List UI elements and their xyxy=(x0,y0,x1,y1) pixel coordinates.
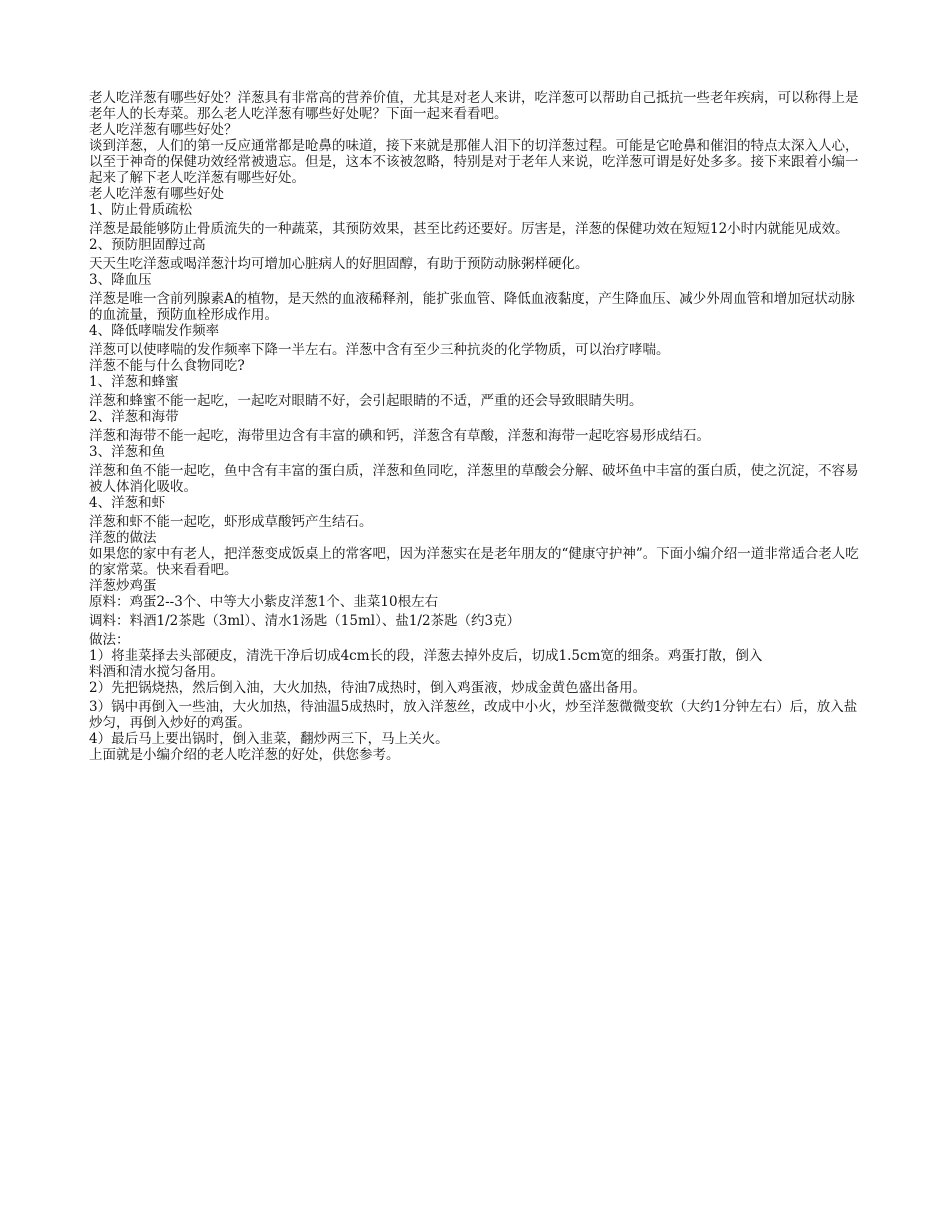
section-heading: 洋葱不能与什么食物同吃? xyxy=(89,358,245,374)
body-paragraph: 洋葱和蜂蜜不能一起吃，一起吃对眼睛不好，会引起眼睛的不适，严重的还会导致眼睛失明。 xyxy=(89,393,643,409)
body-paragraph: 如果您的家中有老人，把洋葱变成饭桌上的常客吧，因为洋葱实在是老年朋友的“健康守护神”。下面小编介绍一道非常适合老人吃的家常菜。快来看看吧。 xyxy=(89,546,859,578)
closing-paragraph: 上面就是小编介绍的老人吃洋葱的好处，供您参考。 xyxy=(89,747,400,763)
list-heading: 4、洋葱和虾 xyxy=(89,495,166,511)
list-heading: 3、洋葱和鱼 xyxy=(89,444,166,460)
recipe-step-continued: 料酒和清水搅匀备用。 xyxy=(89,664,224,680)
body-paragraph: 洋葱和虾不能一起吃，虾形成草酸钙产生结石。 xyxy=(89,514,373,530)
recipe-step: 2）先把锅烧热，然后倒入油，大火加热，待油7成热时，倒入鸡蛋液，炒成金黄色盛出备用。 xyxy=(89,680,647,696)
list-heading: 2、预防胆固醇过高 xyxy=(89,237,206,253)
body-paragraph: 谈到洋葱，人们的第一反应通常都是呛鼻的味道，接下来就是那催人泪下的切洋葱过程。可能是它呛鼻和催泪的特点太深入人心，以至于神奇的保健功效经常被遗忘。但是，这本不该被忽略，特别是对于老年人来说，吃洋葱可谓是好处多多。接下来跟着小编一起来了解下老人吃洋葱有哪些好处。 xyxy=(89,138,859,186)
list-heading: 1、防止骨质疏松 xyxy=(89,202,193,218)
body-paragraph: 天天生吃洋葱或喝洋葱汁均可增加心脏病人的好胆固醇，有助于预防动脉粥样硬化。 xyxy=(89,256,589,272)
recipe-seasonings: 调料：料酒1/2茶匙（3ml）、清水1汤匙（15ml）、盐1/2茶匙（约3克） xyxy=(89,613,521,629)
list-heading: 4、降低哮喘发作频率 xyxy=(89,323,220,339)
recipe-title: 洋葱炒鸡蛋 xyxy=(89,578,157,594)
body-paragraph: 洋葱和鱼不能一起吃，鱼中含有丰富的蛋白质，洋葱和鱼同吃，洋葱里的草酸会分解、破坏鱼中丰富的蛋白质，使之沉淀，不容易被人体消化吸收。 xyxy=(89,463,859,495)
section-heading: 老人吃洋葱有哪些好处？ xyxy=(89,122,238,138)
body-paragraph: 洋葱是最能够防止骨质流失的一种蔬菜，其预防效果，甚至比药还要好。厉害是，洋葱的保健功效在短短12小时内就能见成效。 xyxy=(89,221,849,237)
recipe-step: 4）最后马上要出锅时，倒入韭菜，翻炒两三下，马上关火。 xyxy=(89,731,449,747)
recipe-step: 1）将韭菜择去头部硬皮，清洗干净后切成4cm长的段，洋葱去掉外皮后，切成1.5cm宽的细条。鸡蛋打散，倒入 xyxy=(89,648,763,664)
section-heading: 洋葱的做法 xyxy=(89,530,157,546)
section-heading: 老人吃洋葱有哪些好处 xyxy=(89,186,224,202)
recipe-step: 3）锅中再倒入一些油，大火加热，待油温5成热时，放入洋葱丝，改成中小火，炒至洋葱微微变软（大约1分钟左右）后，放入盐炒匀，再倒入炒好的鸡蛋。 xyxy=(89,699,858,731)
list-heading: 2、洋葱和海带 xyxy=(89,409,179,425)
body-paragraph: 洋葱是唯一含前列腺素A的植物，是天然的血液稀释剂，能扩张血管、降低血液黏度，产生降血压、减少外周血管和增加冠状动脉的血流量，预防血栓形成作用。 xyxy=(89,291,855,323)
intro-paragraph: 老人吃洋葱有哪些好处？洋葱具有非常高的营养价值，尤其是对老人来讲，吃洋葱可以帮助自己抵抗一些老年疾病，可以称得上是老年人的长寿菜。那么老人吃洋葱有哪些好处呢？下面一起来看看吧。 xyxy=(89,90,859,122)
list-heading: 1、洋葱和蜂蜜 xyxy=(89,374,179,390)
recipe-method-label: 做法： xyxy=(89,632,130,648)
list-heading: 3、降血压 xyxy=(89,272,152,288)
document-body xyxy=(89,90,861,763)
body-paragraph: 洋葱可以使哮喘的发作频率下降一半左右。洋葱中含有至少三种抗炎的化学物质，可以治疗哮喘。 xyxy=(89,342,670,358)
recipe-ingredients: 原料：鸡蛋2--3个、中等大小紫皮洋葱1个、韭菜10根左右 xyxy=(89,594,439,610)
body-paragraph: 洋葱和海带不能一起吃，海带里边含有丰富的碘和钙，洋葱含有草酸，洋葱和海带一起吃容易形成结石。 xyxy=(89,428,710,444)
